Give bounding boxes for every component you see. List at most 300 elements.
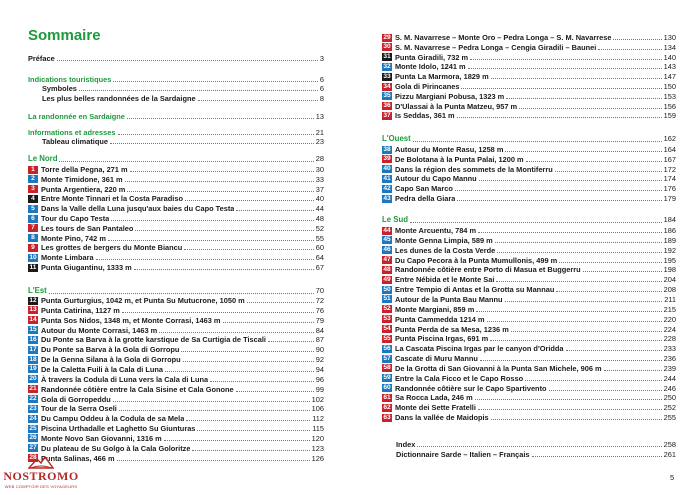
route-entry — [28, 234, 324, 243]
dot-leader — [413, 141, 662, 142]
route-entry — [382, 33, 676, 42]
entry-title: Monte dei Sette Fratelli — [395, 403, 476, 413]
route-entry — [28, 263, 324, 272]
entry-title: D'Ulassai à la Punta Matzeu, 957 m — [395, 101, 518, 111]
section-page-number: 70 — [315, 286, 324, 295]
entry-page-number: 72 — [315, 296, 324, 305]
entry-page-number: 94 — [315, 364, 324, 374]
route-entry — [382, 393, 676, 402]
entry-page-number: 244 — [663, 373, 676, 383]
dot-leader — [496, 281, 661, 282]
entry-page-number: 224 — [663, 324, 676, 334]
entry-page-number: 115 — [312, 424, 324, 434]
route-entry — [28, 385, 324, 394]
route-number-badge: 62 — [383, 403, 391, 411]
route-number-badge: 10 — [29, 253, 37, 261]
section-title: Le Sud — [382, 215, 408, 224]
entry-title: Entre la Cala Ficco et le Capo Rosso — [395, 373, 524, 383]
dot-leader — [566, 350, 662, 351]
route-number-badge: 14 — [29, 316, 37, 324]
entry-page-number: 233 — [663, 344, 676, 354]
entry-page-number: 246 — [663, 383, 676, 393]
entry-title: La Cascata Piscina Irgas par le canyon d'Oridda — [395, 344, 564, 354]
entry-title: Punta Salinas, 466 m — [41, 453, 115, 463]
route-entry — [382, 364, 676, 373]
dot-leader — [532, 456, 662, 457]
entry-title: Informations et adresses — [28, 128, 116, 137]
entry-title: Is Seddas, 361 m — [395, 111, 455, 121]
entry-page-number: 21 — [315, 128, 324, 137]
entry-title: Monte Pino, 742 m — [41, 233, 106, 243]
entry-title: Capo San Marco — [395, 184, 453, 194]
dot-leader — [613, 39, 661, 40]
entry-title: Punta Gurturgius, 1042 m, et Punta Su Mutucrone, 1050 m — [41, 296, 245, 305]
route-entry — [382, 256, 676, 265]
route-number-badge: 57 — [383, 354, 391, 362]
toc-entry — [396, 440, 676, 449]
route-entry — [28, 424, 324, 433]
route-number-badge: 59 — [383, 374, 391, 382]
entry-page-number: 250 — [663, 393, 676, 403]
dot-leader — [491, 419, 662, 420]
route-number-badge: 45 — [383, 236, 391, 244]
route-entry — [382, 102, 676, 111]
dot-leader — [268, 341, 314, 342]
entry-page-number: 174 — [663, 174, 676, 184]
entry-page-number: 156 — [663, 101, 676, 111]
route-number-badge: 27 — [29, 444, 37, 452]
entry-page-number: 159 — [663, 111, 676, 121]
dot-leader — [455, 190, 662, 191]
entry-title: Monte Novo San Giovanni, 1316 m — [41, 433, 162, 443]
entry-page-number: 60 — [315, 243, 324, 253]
entry-title: Les tours de San Pantaleo — [41, 223, 134, 233]
entry-page-number: 76 — [315, 305, 324, 315]
entry-title: La randonnée en Sardaigne — [28, 112, 125, 121]
route-number-badge: 6 — [28, 215, 38, 223]
section-heading-nord — [28, 154, 324, 164]
route-number-badge: 13 — [29, 306, 37, 314]
page-number: 5 — [670, 473, 675, 482]
route-entry — [382, 374, 676, 383]
dot-leader — [468, 68, 662, 69]
dot-leader — [490, 340, 661, 341]
section-title: L'Ouest — [382, 134, 411, 143]
entry-page-number: 126 — [311, 453, 324, 463]
dot-leader — [113, 81, 318, 82]
dot-leader — [122, 312, 314, 313]
route-entry — [28, 395, 324, 404]
entry-page-number: 112 — [312, 414, 324, 424]
route-entry — [28, 434, 324, 443]
dot-leader — [118, 134, 314, 135]
entry-page-number: 48 — [315, 214, 324, 223]
dot-leader — [130, 171, 314, 172]
entry-page-number: 220 — [663, 314, 676, 324]
route-number-badge: 52 — [383, 305, 391, 313]
entry-page-number: 195 — [663, 255, 676, 265]
route-entry — [382, 413, 676, 422]
route-number-badge: 19 — [29, 365, 37, 373]
entry-title: Les grottes de bergers du Monte Biancu — [41, 243, 183, 253]
section-page-number: 28 — [315, 154, 324, 163]
section-page-number: 162 — [663, 134, 676, 143]
entry-title: Monte Genna Limpia, 589 m — [395, 235, 493, 245]
entry-page-number: 153 — [663, 91, 676, 101]
route-number-badge: 38 — [383, 145, 391, 153]
route-entry — [382, 246, 676, 255]
route-number-badge: 17 — [29, 345, 37, 353]
entry-title: Entre Monte Tinnari et la Costa Paradiso — [41, 194, 183, 204]
dot-leader — [183, 361, 314, 362]
route-number-badge: 35 — [383, 92, 391, 100]
entry-page-number: 96 — [315, 374, 324, 384]
dot-leader — [108, 240, 314, 241]
route-entry — [382, 295, 676, 304]
route-number-badge: 7 — [28, 224, 38, 232]
route-number-badge: 4 — [28, 195, 38, 203]
entry-title: Punta Giradili, 732 m — [395, 52, 469, 62]
route-entry — [382, 194, 676, 203]
route-entry — [382, 226, 676, 235]
entry-title: Gola di Gorropeddu — [41, 394, 111, 404]
entry-title: Tour du Capo Testa — [41, 214, 110, 223]
entry-page-number: 8 — [319, 94, 324, 103]
entry-title: Index — [396, 440, 416, 449]
route-entry — [382, 43, 676, 52]
entry-title: Pizzu Margiani Pobusa, 1323 m — [395, 91, 505, 101]
route-entry — [28, 355, 324, 364]
route-entry — [28, 414, 324, 423]
entry-page-number: 99 — [315, 384, 324, 394]
route-number-badge: 58 — [383, 364, 391, 372]
entry-title: Autour du Monte Corrasi, 1463 m — [41, 325, 158, 335]
route-entry — [28, 335, 324, 344]
dot-leader — [480, 360, 662, 361]
route-entry — [28, 365, 324, 374]
dot-leader — [135, 230, 313, 231]
toc-entry — [28, 54, 324, 63]
entry-title: Tour de la Serra Oseli — [41, 404, 117, 414]
route-entry — [382, 82, 676, 91]
route-number-badge: 25 — [29, 424, 37, 432]
entry-page-number: 64 — [315, 253, 324, 263]
route-entry — [382, 111, 676, 120]
route-number-badge: 21 — [29, 385, 37, 393]
dot-leader — [583, 271, 662, 272]
dot-leader — [505, 151, 661, 152]
dot-leader — [526, 161, 662, 162]
entry-page-number: 252 — [663, 403, 676, 413]
section-heading-sud — [382, 215, 676, 225]
dot-leader — [475, 399, 662, 400]
route-number-badge: 5 — [28, 205, 38, 213]
dot-leader — [134, 269, 314, 270]
route-entry — [28, 185, 324, 194]
entry-title: Les dunes de la Costa Verde — [395, 245, 496, 255]
route-entry — [382, 344, 676, 353]
dot-leader — [210, 381, 314, 382]
entry-title: Du Ponte sa Barva à la Gola di Gorropu — [41, 345, 180, 355]
route-entry — [382, 384, 676, 393]
dot-leader — [49, 293, 314, 294]
entry-page-number: 198 — [663, 265, 676, 275]
route-number-badge: 26 — [29, 434, 37, 442]
dot-leader — [598, 49, 661, 50]
entry-title: Monte Idolo, 1241 m — [395, 62, 466, 72]
route-number-badge: 30 — [383, 43, 391, 51]
route-number-badge: 44 — [383, 226, 391, 234]
entry-page-number: 211 — [664, 294, 676, 304]
dot-leader — [491, 78, 662, 79]
route-entry — [28, 214, 324, 223]
route-entry — [28, 404, 324, 413]
route-number-badge: 23 — [29, 404, 37, 412]
route-number-badge: 29 — [383, 33, 391, 41]
entry-title: Punta Piscina Irgas, 691 m — [395, 334, 489, 344]
entry-page-number: 30 — [315, 165, 324, 174]
route-number-badge: 54 — [383, 325, 391, 332]
logo-tagline: WEB COMPTOIR DES VOYAGEURS — [4, 484, 78, 489]
entry-title: Du Ponte sa Barva à la grotte karstique de Sa Curtigia de Tiscali — [41, 335, 266, 345]
entry-page-number: 176 — [663, 184, 676, 194]
section-page-number: 184 — [663, 215, 676, 224]
entry-title: Les plus belles randonnées de la Sardaigne — [42, 94, 196, 103]
entry-page-number: 164 — [663, 145, 676, 154]
entry-page-number: 255 — [663, 413, 676, 423]
entry-title: Punta La Marmora, 1829 m — [395, 72, 489, 82]
dot-leader — [127, 191, 313, 192]
dot-leader — [549, 390, 662, 391]
entry-page-number: 186 — [663, 226, 676, 235]
dot-leader — [497, 252, 661, 253]
dot-leader — [495, 242, 662, 243]
route-number-badge: 33 — [383, 72, 391, 80]
section-title: Le Nord — [28, 154, 58, 163]
route-number-badge: 24 — [29, 414, 37, 422]
entry-page-number: 13 — [315, 112, 324, 121]
dot-leader — [506, 98, 661, 99]
route-number-badge: 18 — [29, 355, 37, 363]
entry-title: À travers la Codula di Luna vers la Cala di Luna — [41, 374, 209, 384]
entry-title: Autour du Capo Mannu — [395, 174, 477, 184]
entry-page-number: 52 — [315, 223, 324, 233]
dot-leader — [110, 143, 314, 144]
entry-title: Monte Arcuentu, 784 m — [395, 226, 477, 235]
entry-title: Randonnée côtière entre Porto di Masua et Buggerru — [395, 265, 581, 275]
route-number-badge: 9 — [28, 244, 38, 252]
dot-leader — [417, 446, 661, 447]
route-entry — [28, 175, 324, 184]
route-entry — [28, 444, 324, 453]
entry-title: De la Grotta di San Giovanni à la Punta San Michele, 906 m — [395, 363, 602, 373]
dot-leader — [165, 371, 314, 372]
logo-name: NOSTROMO — [3, 469, 79, 483]
route-number-badge: 53 — [383, 315, 391, 323]
entry-title: Indications touristiques — [28, 75, 112, 84]
toc-entry — [42, 94, 324, 103]
route-number-badge: 60 — [383, 384, 391, 392]
entry-page-number: 204 — [663, 275, 676, 285]
entry-page-number: 106 — [311, 404, 324, 414]
route-entry — [382, 305, 676, 314]
route-number-badge: 40 — [383, 165, 391, 173]
entry-page-number: 79 — [315, 315, 324, 325]
dot-leader — [59, 161, 313, 162]
entry-page-number: 179 — [663, 194, 676, 203]
entry-title: Monte Margiani, 859 m — [395, 304, 475, 314]
publisher-logo — [2, 455, 80, 493]
route-entry — [382, 285, 676, 294]
route-entry — [28, 165, 324, 174]
dot-leader — [186, 420, 310, 421]
route-number-badge: 1 — [28, 166, 38, 174]
entry-title: Punta Perda de sa Mesa, 1236 m — [395, 324, 509, 334]
route-number-badge: 11 — [29, 263, 37, 271]
entry-page-number: 120 — [311, 433, 324, 443]
entry-title: Randonnée côtière entre la Cala Sisine et Cala Gonone — [41, 384, 234, 394]
entry-title: Entre Tempio di Antas et la Grotta su Mannau — [395, 285, 555, 295]
route-entry — [382, 403, 676, 412]
entry-page-number: 143 — [663, 62, 676, 72]
route-number-badge: 32 — [383, 62, 391, 70]
entry-title: Sa Rocca Lada, 246 m — [395, 393, 473, 403]
route-number-badge: 12 — [29, 296, 37, 304]
dot-leader — [181, 351, 313, 352]
route-entry — [382, 165, 676, 174]
dot-leader — [125, 181, 314, 182]
route-number-badge: 63 — [383, 413, 391, 421]
entry-title: De Bolotana à la Punta Palai, 1200 m — [395, 154, 524, 164]
entry-title: Du Campu Oddeu à la Codula de sa Mela — [41, 414, 185, 424]
dot-leader — [236, 210, 313, 211]
entry-title: Torre della Pegna, 271 m — [41, 165, 128, 174]
route-number-badge: 42 — [383, 184, 391, 192]
dot-leader — [604, 370, 662, 371]
route-number-badge: 55 — [383, 334, 391, 342]
entry-page-number: 123 — [311, 443, 324, 453]
route-number-badge: 41 — [383, 174, 391, 182]
dot-leader — [476, 311, 661, 312]
route-entry — [382, 265, 676, 274]
entry-title: Monte Limbara — [41, 253, 94, 263]
route-entry — [28, 316, 324, 325]
route-number-badge: 8 — [28, 234, 38, 242]
entry-page-number: 189 — [663, 235, 676, 245]
dot-leader — [57, 60, 318, 61]
dot-leader — [487, 321, 662, 322]
entry-title: Du Capo Pecora à la Punta Mumullonis, 499 m — [395, 255, 558, 265]
entry-page-number: 208 — [663, 285, 676, 295]
entry-title: Punta Cammedda 1214 m — [395, 314, 485, 324]
dot-leader — [159, 332, 314, 333]
entry-page-number: 44 — [315, 204, 324, 214]
dot-leader — [247, 302, 314, 303]
entry-title: Préface — [28, 54, 55, 63]
entry-title: Dans la région des sommets de la Montiferru — [395, 164, 553, 174]
entry-title: Tableau climatique — [42, 137, 108, 146]
route-entry — [28, 375, 324, 384]
dot-leader — [113, 401, 310, 402]
entry-title: Symboles — [42, 84, 77, 93]
entry-title: Gola di Pirincanes — [395, 82, 460, 91]
route-entry — [28, 296, 324, 305]
entry-page-number: 167 — [663, 154, 676, 164]
route-number-badge: 34 — [383, 82, 391, 90]
dot-leader — [457, 117, 662, 118]
dot-leader — [519, 108, 662, 109]
route-entry — [382, 334, 676, 343]
entry-page-number: 37 — [315, 184, 324, 194]
route-number-badge: 22 — [29, 395, 37, 402]
route-entry — [28, 306, 324, 315]
entry-title: S. M. Navarrese – Monte Oro – Pedra Longa – S. M. Navarrese — [395, 33, 612, 42]
dot-leader — [236, 391, 314, 392]
dot-leader — [184, 249, 313, 250]
dot-leader — [117, 460, 310, 461]
entry-title: Entre Nébida et le Monte Sai — [395, 275, 495, 285]
route-number-badge: 39 — [383, 155, 391, 163]
entry-title: Punta Catirina, 1127 m — [41, 305, 120, 315]
toc-entry — [28, 75, 324, 84]
dot-leader — [198, 100, 318, 101]
route-entry — [382, 155, 676, 164]
entry-page-number: 258 — [663, 440, 676, 449]
dot-leader — [479, 180, 662, 181]
entry-page-number: 130 — [663, 33, 676, 42]
entry-page-number: 87 — [315, 335, 324, 345]
section-title: L'Est — [28, 286, 47, 295]
route-number-badge: 49 — [383, 275, 391, 283]
dot-leader — [559, 262, 661, 263]
dot-leader — [470, 59, 662, 60]
entry-title: Monte Timidone, 361 m — [41, 174, 123, 184]
entry-title: Autour de la Punta Bau Mannu — [395, 294, 503, 304]
route-entry — [382, 92, 676, 101]
route-number-badge: 28 — [29, 454, 37, 462]
section-heading-est — [28, 286, 324, 296]
entry-page-number: 147 — [663, 72, 676, 82]
route-entry — [382, 236, 676, 245]
route-entry — [28, 204, 324, 213]
entry-title: Cascate di Muru Mannu — [395, 354, 478, 364]
section-heading-ouest — [382, 134, 676, 144]
toc-entry — [42, 84, 324, 93]
entry-page-number: 140 — [663, 52, 676, 62]
entry-page-number: 150 — [663, 82, 676, 91]
route-entry — [382, 275, 676, 284]
route-number-badge: 51 — [383, 295, 391, 303]
entry-title: S. M. Navarrese – Pedra Longa – Cengia Giradili – Baunei — [395, 42, 597, 52]
entry-title: Punta Giugantinu, 1333 m — [41, 263, 132, 272]
toc-entry — [42, 137, 324, 146]
dot-leader — [111, 220, 313, 221]
dot-leader — [556, 291, 661, 292]
entry-page-number: 215 — [663, 304, 676, 314]
entry-page-number: 33 — [315, 174, 324, 184]
entry-title: Du plateau de Su Golgo à la Cala Goloritze — [41, 443, 191, 453]
entry-title: De la Caletta Fuili à la Cala di Luna — [41, 364, 163, 374]
entry-page-number: 3 — [319, 54, 324, 63]
toc-entry — [28, 112, 324, 121]
dot-leader — [511, 331, 662, 332]
entry-page-number: 84 — [315, 325, 324, 335]
route-number-badge: 37 — [383, 111, 391, 119]
entry-page-number: 92 — [315, 355, 324, 365]
route-entry — [382, 184, 676, 193]
entry-title: Randonnée côtière sur le Capo Spartivento — [395, 383, 547, 393]
dot-leader — [79, 90, 318, 91]
